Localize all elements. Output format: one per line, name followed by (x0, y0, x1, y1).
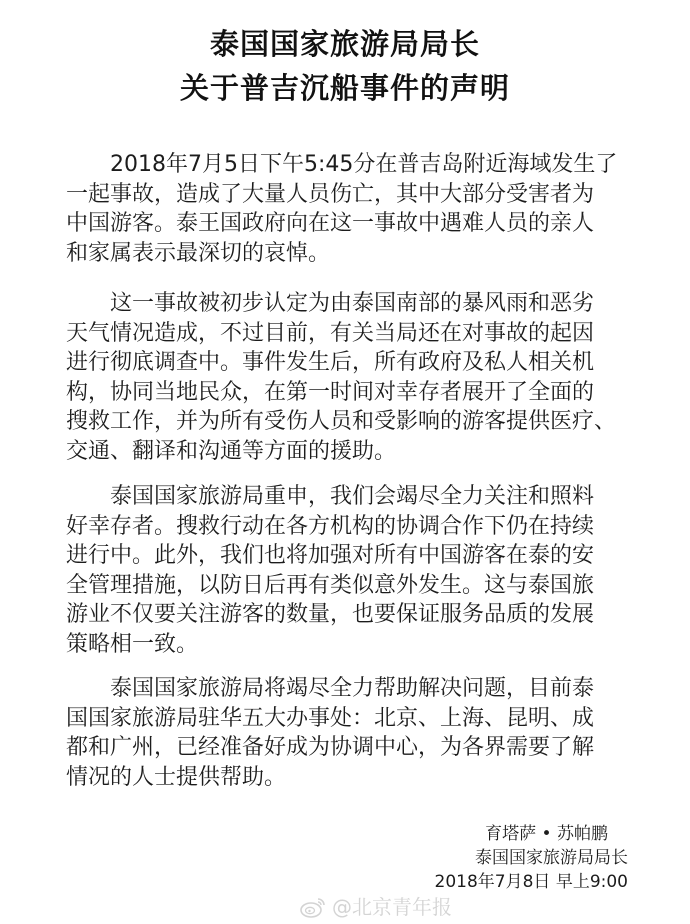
paragraph-line: 全管理措施，以防日后再有类似意外发生。这与泰国旅 (66, 572, 595, 598)
paragraph-line: 国国家旅游局驻华五大办事处：北京、上海、昆明、成 (66, 705, 595, 731)
paragraph-4 (66, 674, 636, 792)
paragraph-2 (66, 289, 636, 466)
paragraph-line: 这一事故被初步认定为由泰国南部的暴风雨和恶劣 (110, 291, 595, 316)
paragraph-line: 情况的人士提供帮助。 (66, 764, 287, 790)
paragraph-line: 一起事故，造成了大量人员伤亡，其中大部分受害者为 (66, 181, 595, 207)
paragraph-line: 进行彻底调查中。事件发生后，所有政府及私人相关机 (66, 350, 595, 375)
document-title-line-2: 关于普吉沉船事件的声明 (179, 71, 510, 105)
paragraph-line: 2018年7月5日下午5:45分在普吉岛附近海域发生了 (110, 152, 618, 177)
paragraph-line: 和家属表示最深切的哀悼。 (66, 240, 331, 266)
paragraph-3 (66, 482, 636, 659)
signatory-name: 育塔萨 • 苏帕鹏 (485, 824, 608, 844)
watermark-text: @北京青年报 (332, 895, 452, 919)
paragraph-line: 游业不仅要关注游客的数量，也要保证服务品质的发展 (66, 602, 595, 627)
signature-block (328, 822, 628, 894)
document-title-line-1: 泰国国家旅游局局长 (209, 27, 480, 61)
paragraph-line: 好幸存者。搜救行动在各方机构的协调合作下仍在持续 (66, 513, 595, 539)
paragraph-line: 进行中。此外，我们也将加强对所有中国游客在泰的安 (66, 543, 595, 568)
paragraph-line: 都和广州，已经准备好成为协调中心，为各界需要了解 (66, 735, 595, 760)
paragraph-line: 中国游客。泰王国政府向在这一事故中遇难人员的亲人 (66, 211, 595, 236)
paragraph-line: 泰国国家旅游局重申，我们会竭尽全力关注和照料 (110, 484, 595, 509)
paragraph-1 (66, 150, 636, 268)
paragraph-line: 构，协同当地民众，在第一时间对幸存者展开了全面的 (66, 379, 595, 405)
paragraph-line: 策略相一致。 (66, 631, 199, 657)
paragraph-line: 天气情况造成，不过目前，有关当局还在对事故的起因 (66, 320, 595, 346)
weibo-logo-icon (300, 896, 326, 918)
signatory-position: 泰国国家旅游局局长 (475, 848, 628, 868)
paragraph-line: 泰国国家旅游局将竭尽全力帮助解决问题，目前泰 (110, 676, 595, 701)
signature-datetime: 2018年7月8日 早上9:00 (434, 872, 628, 892)
paragraph-line: 交通、翻译和沟通等方面的援助。 (66, 438, 397, 464)
watermark (300, 893, 452, 921)
paragraph-line: 搜救工作，并为所有受伤人员和受影响的游客提供医疗、 (66, 409, 617, 434)
